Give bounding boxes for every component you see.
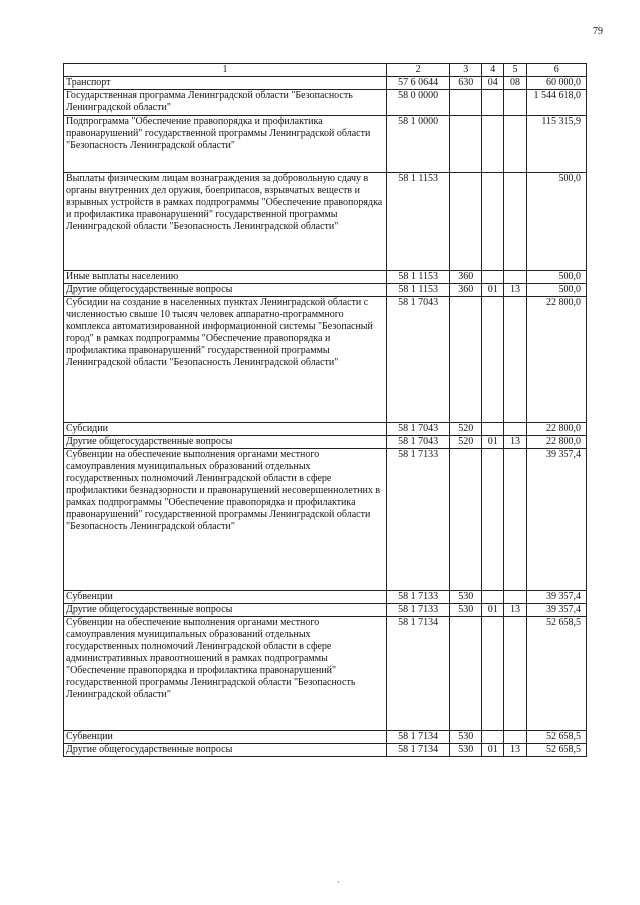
row-code: 58 1 7134 <box>386 731 450 744</box>
row-subsection <box>504 591 526 604</box>
row-expense-type: 360 <box>450 284 482 297</box>
table-row <box>64 173 587 271</box>
header-cell: 6 <box>526 64 586 77</box>
row-name: Другие общегосударственные вопросы <box>64 604 387 617</box>
header-cell: 3 <box>450 64 482 77</box>
row-section: 01 <box>482 744 504 757</box>
row-name: Выплаты физическим лицам вознаграждения за добровольную сдачу в органы внутренних дел оружия, боеприпасов, взрывчатых веществ и взрывных устройств в рамках подпрограммы "Обеспечение правопорядка и профилактика правонарушений" государственной программы Ленинградской области "Безопасность Ленинградской области" <box>64 173 387 271</box>
row-section <box>482 423 504 436</box>
row-code: 58 1 7043 <box>386 297 450 423</box>
row-code: 58 1 7134 <box>386 744 450 757</box>
row-code: 58 1 1153 <box>386 284 450 297</box>
row-subsection: 13 <box>504 436 526 449</box>
row-expense-type: 520 <box>450 436 482 449</box>
header-cell: 4 <box>482 64 504 77</box>
row-section <box>482 271 504 284</box>
row-name: Подпрограмма "Обеспечение правопорядка и профилактика правонарушений" государственной программы Ленинградской области "Безопасность Ленинградской области" <box>64 116 387 173</box>
table-row <box>64 116 587 173</box>
row-section <box>482 297 504 423</box>
table-row <box>64 449 587 591</box>
row-section <box>482 591 504 604</box>
row-name: Субвенции на обеспечение выполнения органами местного самоуправления муниципальных образований отдельных государственных полномочий Ленинградской области в сфере профилактики безнадзорности и правонарушений несовершеннолетних в рамках подпрограммы "Обеспечение правопорядка и профилактика правонарушений" государственной программы Ленинградской области "Безопасность Ленинградской области" <box>64 449 387 591</box>
table-row <box>64 77 587 90</box>
row-name: Государственная программа Ленинградской области "Безопасность Ленинградской области" <box>64 90 387 116</box>
row-expense-type <box>450 116 482 173</box>
table-row <box>64 731 587 744</box>
row-subsection: 13 <box>504 744 526 757</box>
row-expense-type <box>450 297 482 423</box>
row-amount: 500,0 <box>526 271 586 284</box>
row-code: 58 1 7133 <box>386 449 450 591</box>
row-expense-type: 530 <box>450 591 482 604</box>
row-code: 58 1 1153 <box>386 271 450 284</box>
row-expense-type: 630 <box>450 77 482 90</box>
page-number: 79 <box>593 26 603 37</box>
row-section <box>482 731 504 744</box>
row-expense-type <box>450 90 482 116</box>
row-amount: 22 800,0 <box>526 297 586 423</box>
row-amount: 500,0 <box>526 284 586 297</box>
row-code: 58 1 7133 <box>386 604 450 617</box>
row-amount: 39 357,4 <box>526 591 586 604</box>
row-expense-type <box>450 449 482 591</box>
header-cell: 2 <box>386 64 450 77</box>
row-name: Иные выплаты населению <box>64 271 387 284</box>
row-amount: 52 658,5 <box>526 617 586 731</box>
scan-mark: · <box>337 878 340 887</box>
budget-table <box>63 63 587 757</box>
table-row <box>64 591 587 604</box>
table-row <box>64 436 587 449</box>
row-subsection <box>504 173 526 271</box>
row-code: 58 0 0000 <box>386 90 450 116</box>
header-cell: 1 <box>64 64 387 77</box>
row-subsection <box>504 90 526 116</box>
row-expense-type: 360 <box>450 271 482 284</box>
table-row <box>64 297 587 423</box>
row-subsection <box>504 271 526 284</box>
row-code: 58 1 7133 <box>386 591 450 604</box>
row-name: Другие общегосударственные вопросы <box>64 744 387 757</box>
row-subsection <box>504 297 526 423</box>
row-name: Субсидии на создание в населенных пунктах Ленинградской области с численностью свыше 10 тысяч человек аппаратно-программного комплекса автоматизированной информационной системы "Безопасный город" в рамках подпрограммы "Обеспечение правопорядка и профилактика правонарушений" государственной программы Ленинградской области "Безопасность Ленинградской области" <box>64 297 387 423</box>
row-section <box>482 617 504 731</box>
table-row <box>64 271 587 284</box>
row-amount: 22 800,0 <box>526 436 586 449</box>
row-name: Другие общегосударственные вопросы <box>64 436 387 449</box>
row-section <box>482 449 504 591</box>
row-amount: 500,0 <box>526 173 586 271</box>
row-section: 01 <box>482 604 504 617</box>
row-name: Субвенции <box>64 591 387 604</box>
row-amount: 1 544 618,0 <box>526 90 586 116</box>
table-row <box>64 90 587 116</box>
row-code: 57 6 0644 <box>386 77 450 90</box>
row-amount: 115 315,9 <box>526 116 586 173</box>
row-name: Субвенции на обеспечение выполнения органами местного самоуправления муниципальных образований отдельных государственных полномочий Ленинградской области в сфере административных правоотношений в рамках подпрограммы "Обеспечение правопорядка и профилактика правонарушений" государственной программы Ленинградской области "Безопасность Ленинградской области" <box>64 617 387 731</box>
row-code: 58 1 7043 <box>386 436 450 449</box>
row-code: 58 1 1153 <box>386 173 450 271</box>
row-subsection: 13 <box>504 604 526 617</box>
row-amount: 60 000,0 <box>526 77 586 90</box>
row-expense-type: 520 <box>450 423 482 436</box>
row-expense-type <box>450 617 482 731</box>
row-code: 58 1 7043 <box>386 423 450 436</box>
row-section: 01 <box>482 284 504 297</box>
row-code: 58 1 0000 <box>386 116 450 173</box>
row-subsection <box>504 617 526 731</box>
row-subsection <box>504 116 526 173</box>
row-code: 58 1 7134 <box>386 617 450 731</box>
table-row <box>64 617 587 731</box>
row-section: 04 <box>482 77 504 90</box>
row-amount: 52 658,5 <box>526 744 586 757</box>
row-amount: 39 357,4 <box>526 449 586 591</box>
row-name: Транспорт <box>64 77 387 90</box>
table-row <box>64 604 587 617</box>
row-amount: 22 800,0 <box>526 423 586 436</box>
row-subsection <box>504 731 526 744</box>
table-row <box>64 284 587 297</box>
row-subsection <box>504 449 526 591</box>
table-row <box>64 423 587 436</box>
row-name: Субсидии <box>64 423 387 436</box>
table-header-row <box>64 64 587 77</box>
row-section: 01 <box>482 436 504 449</box>
row-section <box>482 90 504 116</box>
row-section <box>482 116 504 173</box>
row-subsection <box>504 423 526 436</box>
header-cell: 5 <box>504 64 526 77</box>
row-expense-type: 530 <box>450 604 482 617</box>
row-subsection: 08 <box>504 77 526 90</box>
row-subsection: 13 <box>504 284 526 297</box>
row-expense-type: 530 <box>450 731 482 744</box>
row-amount: 39 357,4 <box>526 604 586 617</box>
row-expense-type: 530 <box>450 744 482 757</box>
table-row <box>64 744 587 757</box>
row-expense-type <box>450 173 482 271</box>
row-name: Субвенции <box>64 731 387 744</box>
row-section <box>482 173 504 271</box>
row-name: Другие общегосударственные вопросы <box>64 284 387 297</box>
row-amount: 52 658,5 <box>526 731 586 744</box>
